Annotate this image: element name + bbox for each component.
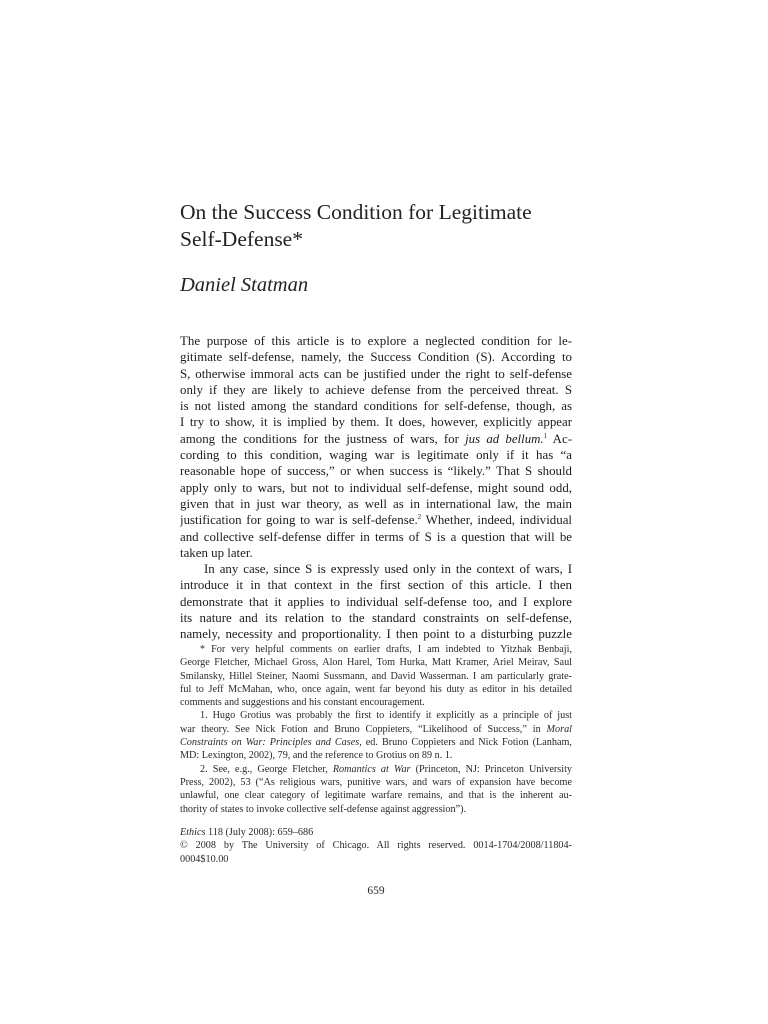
body-line: namely, necessity and proportionality. I then point to a disturbing puzzle	[180, 627, 572, 642]
footnote-line	[180, 736, 572, 749]
body-line: apply only to wars, but not to individual self-defense, might sound odd,	[180, 480, 572, 495]
page-number: 659	[367, 885, 385, 897]
body-line	[180, 431, 572, 447]
footnote-1	[180, 709, 572, 762]
footnote-2	[180, 763, 572, 816]
body-line: I try to show, it is implied by them. It does, however, explicitly appear	[180, 415, 572, 430]
footnote-text: ed. Bruno Coppieters and Nick Fotion (Lanham,	[361, 737, 572, 749]
body-line-text: justification for going to war is self-defense.	[180, 513, 418, 528]
article-title-line: Self-Defense*	[180, 227, 303, 251]
body-line: given that in just war theory, as well as in international law, the main	[180, 496, 572, 511]
body-line: taken up later.	[180, 545, 253, 560]
body-line-text: Whether, indeed, individual	[421, 513, 572, 528]
body-line: its nature and its relation to the standard constraints on self-defense,	[180, 611, 572, 626]
footnote-line: George Fletcher, Michael Gross, Alon Harel, Tom Hurka, Matt Kramer, Ariel Meirav, Saul	[180, 657, 572, 669]
body-line: and collective self-defense differ in terms of S is a question that will be	[180, 529, 572, 544]
citation-issue: 118 (July 2008): 659–686	[205, 827, 314, 838]
body-line: is not listed among the standard conditions for self-defense, though, as	[180, 399, 572, 414]
footnote-line: unlawful, one clear category of legitimate warfare remains, and that is the inherent au-	[180, 790, 572, 802]
journal-citation	[180, 826, 572, 866]
journal-page	[180, 0, 572, 1024]
footnote-ref[interactable]: 1	[543, 431, 548, 440]
footnote-line: * For very helpful comments on earlier drafts, I am indebted to Yitzhak Benbaji,	[200, 644, 572, 655]
body-line: gitimate self-defense, namely, the Success Condition (S). According to	[180, 350, 572, 365]
footnotes	[180, 643, 572, 816]
article-title	[180, 199, 572, 253]
footnote-ref[interactable]: 2	[417, 513, 422, 522]
body-line: S, otherwise immoral acts can be justified under the right to self-defense	[180, 366, 572, 381]
copyright-line: © 2008 by The University of Chicago. All rights reserved. 0014-1704/2008/11804-	[180, 840, 572, 852]
paragraph-1	[180, 333, 572, 561]
body-line: introduce it in that context in the first section of this article. I then	[180, 578, 572, 593]
body-line: The purpose of this article is to explore a neglected condition for le-	[180, 334, 572, 348]
footnote-text: (Princeton, NJ: Princeton University	[410, 763, 572, 775]
footnote-text: 2. See, e.g., George Fletcher,	[200, 763, 333, 775]
paragraph-2	[180, 561, 572, 642]
body-line-text: Ac-	[547, 431, 572, 446]
citation-line	[180, 826, 572, 839]
body-line	[180, 512, 572, 528]
book-title: Moral	[546, 723, 572, 735]
footnote-line: comments and suggestions and his constant encouragement.	[180, 697, 425, 709]
footnote-line: Press, 2002), 53 (“As religious wars, punitive wars, and wars of expansion have become	[180, 776, 572, 788]
journal-name: Ethics	[180, 827, 206, 838]
body-line: demonstrate that it applies to individual self-defense too, and I explore	[180, 594, 572, 609]
body-line: only if they are likely to achieve defense from the perceived threat. S	[180, 382, 572, 397]
footnote-line: 1. Hugo Grotius was probably the first to identify it explicitly as a principle of just	[200, 710, 572, 722]
copyright-line: 0004$10.00	[180, 853, 229, 865]
body-line: cording to this condition, waging war is legitimate only if it has “a	[180, 448, 572, 463]
latin-term: jus ad bellum.	[465, 431, 544, 446]
footnote-line: thority of states to invoke collective self-defense against aggression”).	[180, 803, 467, 815]
footnote-line: Smilansky, Hillel Steiner, Naomi Sussmann, and David Wasserman. I am particularly grate-	[180, 670, 572, 682]
book-title: Constraints on War: Principles and Cases,	[180, 737, 362, 749]
body-line: reasonable hope of success,” or when success is “likely.” That S should	[180, 464, 572, 479]
article-body	[180, 333, 572, 643]
footnote-star	[180, 643, 572, 709]
body-line: In any case, since S is expressly used only in the context of wars, I	[204, 562, 572, 577]
footnote-line	[180, 763, 572, 776]
body-line-text: among the conditions for the justness of wars, for	[180, 431, 466, 446]
article-author: Daniel Statman	[180, 274, 309, 296]
footnote-line: MD: Lexington, 2002), 79, and the reference to Grotius on 89 n. 1.	[180, 750, 453, 762]
footnote-text: war theory. See Nick Fotion and Bruno Coppieters, “Likelihood of Success,” in	[180, 723, 547, 735]
book-title: Romantics at War	[332, 763, 411, 775]
footnote-line: ful to Jeff McMahan, who, once again, went far beyond his duty as editor in his detailed	[180, 683, 572, 695]
article-title-line: On the Success Condition for Legitimate	[180, 200, 532, 224]
footnote-line	[180, 723, 572, 736]
